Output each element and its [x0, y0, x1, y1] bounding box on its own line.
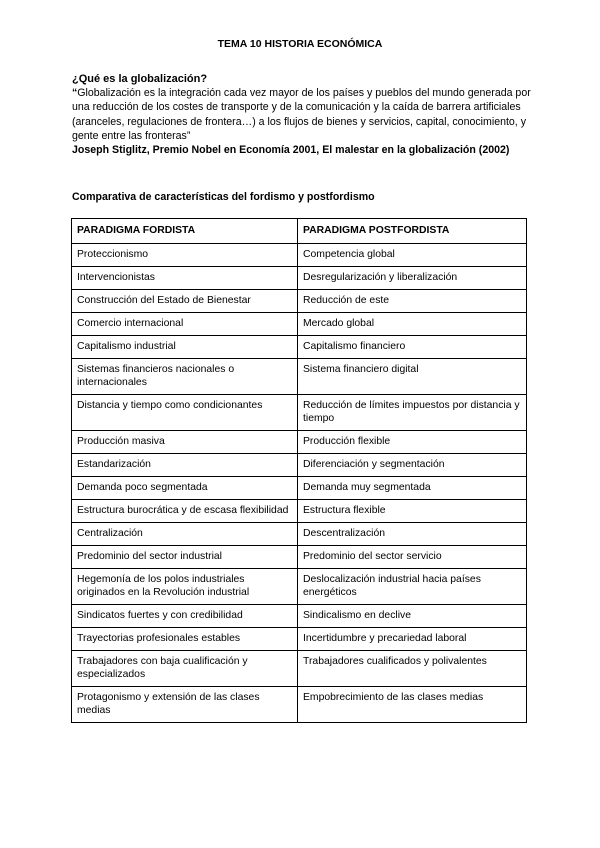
fordista-cell: Predominio del sector industrial [72, 546, 298, 569]
postfordista-cell: Deslocalización industrial hacia países energéticos [298, 569, 527, 605]
fordista-cell: Demanda poco segmentada [72, 477, 298, 500]
fordista-cell: Producción masiva [72, 431, 298, 454]
fordista-cell: Proteccionismo [72, 244, 298, 267]
postfordista-cell: Diferenciación y segmentación [298, 454, 527, 477]
table-row [72, 290, 527, 313]
fordista-cell: Sistemas financieros nacionales o internacionales [72, 359, 298, 395]
table-row [72, 336, 527, 359]
table-row [72, 313, 527, 336]
table-row [72, 687, 527, 723]
postfordista-cell: Sistema financiero digital [298, 359, 527, 395]
fordista-cell: Estandarización [72, 454, 298, 477]
comparison-table [71, 218, 527, 723]
postfordista-cell: Competencia global [298, 244, 527, 267]
table-row [72, 628, 527, 651]
fordista-cell: Sindicatos fuertes y con credibilidad [72, 605, 298, 628]
postfordista-cell: Trabajadores cualificados y polivalentes [298, 651, 527, 687]
table-header-row [72, 219, 527, 244]
postfordista-cell: Desregularización y liberalización [298, 267, 527, 290]
question-heading: ¿Qué es la globalización? [72, 73, 208, 85]
section-subtitle: Comparativa de características del fordismo y postfordismo [72, 191, 375, 203]
fordista-cell: Trabajadores con baja cualificación y especializados [72, 651, 298, 687]
table-row [72, 500, 527, 523]
fordista-cell: Estructura burocrática y de escasa flexibilidad [72, 500, 298, 523]
fordista-cell: Capitalismo industrial [72, 336, 298, 359]
postfordista-cell: Mercado global [298, 313, 527, 336]
postfordista-cell: Predominio del sector servicio [298, 546, 527, 569]
table-row [72, 605, 527, 628]
fordista-cell: Hegemonía de los polos industriales originados en la Revolución industrial [72, 569, 298, 605]
postfordista-cell: Producción flexible [298, 431, 527, 454]
fordista-cell: Trayectorias profesionales estables [72, 628, 298, 651]
table-row [72, 523, 527, 546]
quote-open-mark: “ [72, 87, 78, 100]
table-row [72, 477, 527, 500]
table-row [72, 359, 527, 395]
table-row [72, 569, 527, 605]
table-row [72, 431, 527, 454]
header-postfordista: PARADIGMA POSTFORDISTA [298, 219, 527, 244]
quote-attribution: Joseph Stiglitz, Premio Nobel en Economía 2001, El malestar en la globalización (2002) [72, 144, 510, 157]
fordista-cell: Distancia y tiempo como condicionantes [72, 395, 298, 431]
table-row [72, 454, 527, 477]
postfordista-cell: Incertidumbre y precariedad laboral [298, 628, 527, 651]
postfordista-cell: Demanda muy segmentada [298, 477, 527, 500]
fordista-cell: Comercio internacional [72, 313, 298, 336]
table-row [72, 395, 527, 431]
fordista-cell: Intervencionistas [72, 267, 298, 290]
postfordista-cell: Reducción de este [298, 290, 527, 313]
intro-section [72, 72, 532, 157]
postfordista-cell: Reducción de límites impuestos por distancia y tiempo [298, 395, 527, 431]
postfordista-cell: Sindicalismo en declive [298, 605, 527, 628]
quote-paragraph [72, 86, 532, 143]
page-title: TEMA 10 HISTORIA ECONÓMICA [217, 38, 383, 50]
table-row [72, 546, 527, 569]
postfordista-cell: Capitalismo financiero [298, 336, 527, 359]
table-row [72, 267, 527, 290]
fordista-cell: Protagonismo y extensión de las clases medias [72, 687, 298, 723]
table-row [72, 651, 527, 687]
postfordista-cell: Descentralización [298, 523, 527, 546]
quote-text: Globalización es la integración cada vez mayor de los países y pueblos del mundo generada por una reducción de los costes de transporte y de la comunicación y la caída de barrera artificiales (aranceles, regulaciones de frontera…) a los flujos de bienes y servicios, capital, conocimiento, y gente entre las fronteras” [72, 87, 531, 142]
fordista-cell: Construcción del Estado de Bienestar [72, 290, 298, 313]
postfordista-cell: Estructura flexible [298, 500, 527, 523]
fordista-cell: Centralización [72, 523, 298, 546]
table-row [72, 244, 527, 267]
header-fordista: PARADIGMA FORDISTA [72, 219, 298, 244]
postfordista-cell: Empobrecimiento de las clases medias [298, 687, 527, 723]
